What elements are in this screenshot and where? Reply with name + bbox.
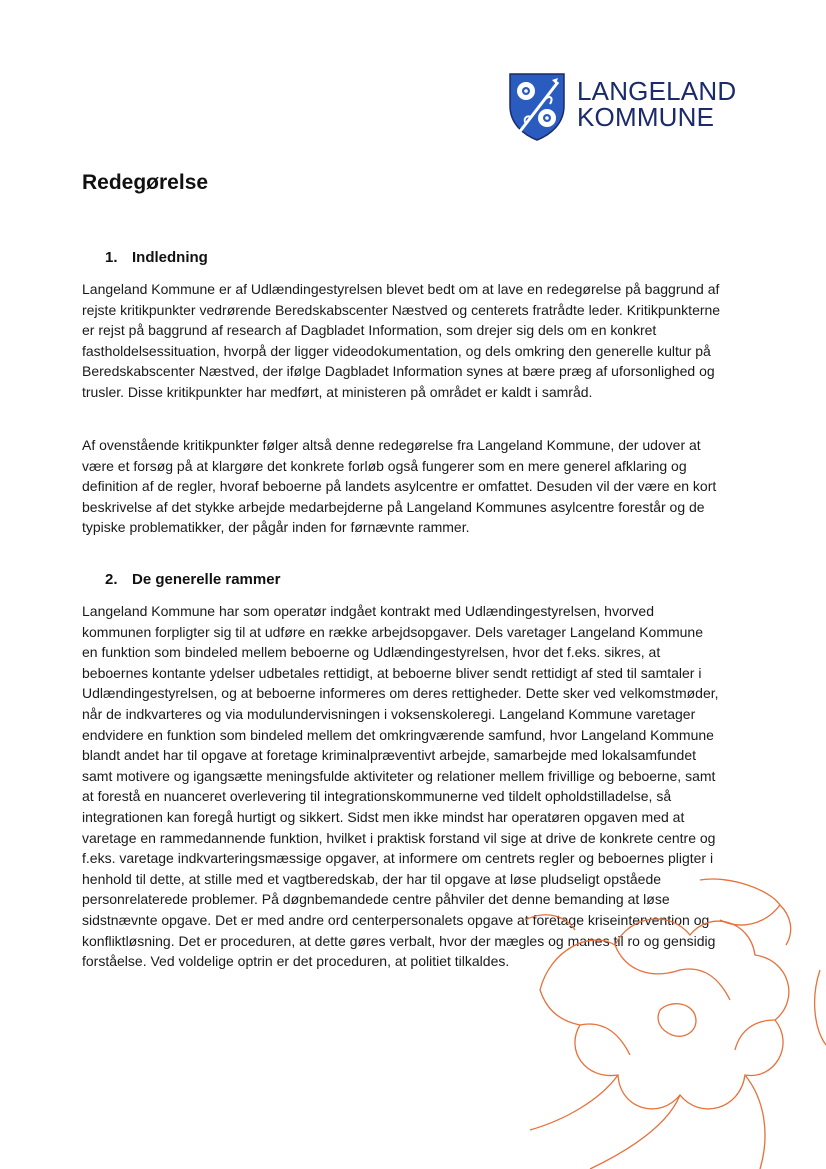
logo-line-2: KOMMUNE (577, 102, 715, 132)
municipality-name (577, 78, 736, 130)
section-title: De generelle rammer (132, 571, 281, 588)
section-number: 2. (105, 571, 118, 588)
section-title: Indledning (132, 249, 208, 266)
rose-outline-decoration (520, 870, 826, 1169)
paragraph: Langeland Kommune har som operatør indgået kontrakt med Udlændingestyrelsen, hvorved kommunen forpligter sig til at udføre en række arbejdsopgaver. Dels varetager Langeland Kommune en funktion som bindeled mellem beboerne og Udlændingestyrelsen, hvor det f.eks. sikres, at beboernes kontante ydelser udbetales rettidigt, at beboerne bliver sendt rettidigt af sted til samtaler i Udlændingestyrelsen, og at beboerne informeres om deres rettigheder. Dette sker ved velkomstmøder, når de indkvarteres og via modulundervisningen i voksenskoleregi. Langeland Kommune varetager endvidere en funktion som bindeled mellem det omkringværende samfund, hvor Langeland Kommune blandt andet har til opgave at foretage kriminalpræventivt arbejde, samarbejde med lokalsamfundet samt motivere og igangsætte meningsfulde aktiviteter og relationer mellem frivillige og beboerne, samt at forestå en nuanceret overlevering til integrationskommunerne ved tildelt opholdstilladelse, så integrationen kan foregå hurtigt og sikkert. Sidst men ikke mindst har operatøren opgaven med at varetage en rammedannende funktion, hvilket i praktisk forstand vil sige at drive de konkrete centre og f.eks. varetage indkvarteringsmæssige opgaver, at informere om centrets regler og beboernes pligter i henhold til dette, at stille med et vagtberedskab, der har til opgave at løse pludseligt opståede personrelaterede problemer. På døgnbemandede centre påhviler det denne bemanding at løse sidstnævnte opgave. Det er med andre ord centerpersonalets opgave at foretage kriseintervention og konfliktløsning. Det er proceduren, at dette gøres verbalt, hvor der mægles og manes til ro og gensidig forståelse. Ved voldelige optrin er det proceduren, at politiet tilkaldes. (82, 603, 719, 970)
section-number: 1. (105, 249, 118, 266)
section-heading-1 (105, 249, 208, 266)
paragraph: Af ovenstående kritikpunkter følger altså denne redegørelse fra Langeland Kommune, der udover at være et forsøg på at klargøre det konkrete forløb også fungerer som en mere generel afklaring og definition af de regler, hvoraf beboerne på landets asylcentre er omfattet. Desuden vil der være en kort beskrivelse af det stykke arbejde medarbejderne på Langeland Kommunes asylcentre forestår og de typiske problematikker, der pågår inden for førnævnte rammer. (82, 437, 717, 536)
page-title: Redegørelse (82, 171, 209, 194)
section-heading-2 (105, 571, 280, 588)
coat-of-arms-icon (508, 72, 566, 142)
logo-line-1: LANGELAND (577, 76, 737, 106)
municipality-logo (508, 72, 737, 144)
paragraph: Langeland Kommune er af Udlændingestyrelsen blevet bedt om at lave en redegørelse på baggrund af rejste kritikpunkter vedrørende Beredskabscenter Næstved og centerets fratrådte leder. Kritikpunkterne er rejst på baggrund af research af Dagbladet Information, som drejer sig dels om en konkret fastholdelsessituation, hvorpå der ligger videodokumentation, og dels omkring den generelle kultur på Beredskabscenter Næstved, der ifølge Dagbladet Information synes at bære præg af uforsonlighed og trusler. Disse kritikpunkter har medført, at ministeren på området er kaldt i samråd. (82, 281, 721, 400)
